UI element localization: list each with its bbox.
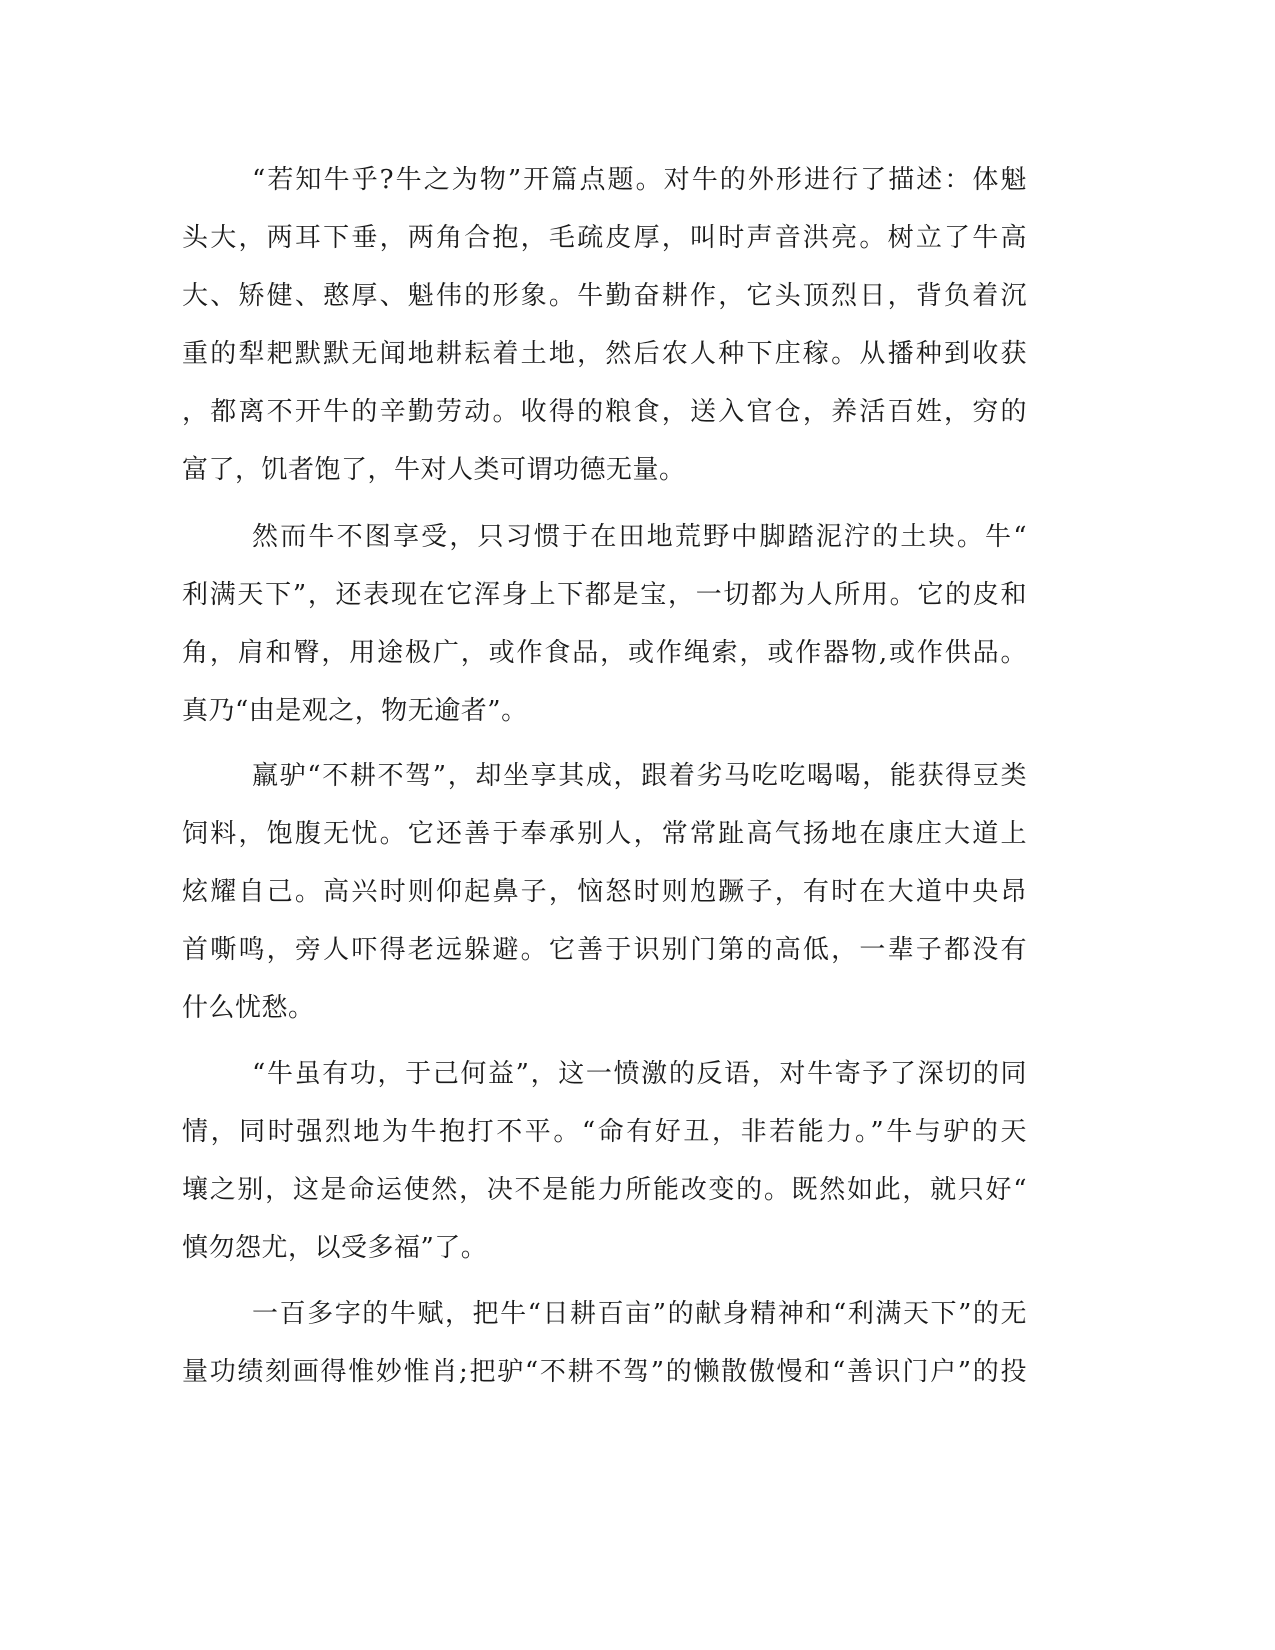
paragraph-5-line-2: 量功绩刻画得惟妙惟肖;把驴“不耕不驾”的懒散傲慢和“善识门户”的投 (182, 1357, 1027, 1387)
paragraph-4-line-3: 壤之别，这是命运使然，决不是能力所能改变的。既然如此，就只好“ (182, 1175, 1027, 1205)
paragraph-4-line-4: 慎勿怨尤，以受多福”了。 (182, 1233, 488, 1263)
paragraph-3-line-2: 饲料，饱腹无忧。它还善于奉承别人，常常趾高气扬地在康庄大道上 (182, 819, 1027, 849)
paragraph-2-line-3: 角，肩和臀，用途极广，或作食品，或作绳索，或作器物,或作供品。 (182, 638, 1027, 668)
paragraph-4-line-1: “牛虽有功，于己何益”，这一愤激的反语，对牛寄予了深切的同 (252, 1059, 1027, 1089)
paragraph-3-line-4: 首嘶鸣，旁人吓得老远躲避。它善于识别门第的高低，一辈子都没有 (182, 935, 1027, 965)
paragraph-5-line-1: 一百多字的牛赋，把牛“日耕百亩”的献身精神和“利满天下”的无 (252, 1299, 1027, 1329)
paragraph-3-line-3: 炫耀自己。高兴时则仰起鼻子，恼怒时则尥蹶子，有时在大道中央昂 (182, 877, 1027, 907)
paragraph-1-line-2: 头大，两耳下垂，两角合抱，毛疏皮厚，叫时声音洪亮。树立了牛高 (182, 223, 1027, 253)
paragraph-2-line-4: 真乃“由是观之，物无逾者”。 (182, 696, 528, 726)
paragraph-3-line-1: 羸驴“不耕不驾”，却坐享其成，跟着劣马吃吃喝喝，能获得豆类 (252, 761, 1027, 791)
paragraph-1-line-1: “若知牛乎?牛之为物”开篇点题。对牛的外形进行了描述：体魁 (252, 165, 1027, 195)
paragraph-1-line-6: 富了，饥者饱了，牛对人类可谓功德无量。 (182, 455, 686, 485)
paragraph-2-line-1: 然而牛不图享受，只习惯于在田地荒野中脚踏泥泞的土块。牛“ (252, 522, 1027, 552)
paragraph-1-line-4: 重的犁耙默默无闻地耕耘着土地，然后农人种下庄稼。从播种到收获 (182, 339, 1027, 369)
paragraph-4-line-2: 情，同时强烈地为牛抱打不平。“命有好丑，非若能力。”牛与驴的天 (182, 1117, 1027, 1147)
paragraph-2-line-2: 利满天下”，还表现在它浑身上下都是宝，一切都为人所用。它的皮和 (182, 580, 1027, 610)
paragraph-1-line-3: 大、矫健、憨厚、魁伟的形象。牛勤奋耕作，它头顶烈日，背负着沉 (182, 281, 1027, 311)
paragraph-1-line-5: ，都离不开牛的辛勤劳动。收得的粮食，送入官仓，养活百姓，穷的 (182, 397, 1027, 427)
paragraph-3-line-5: 什么忧愁。 (182, 993, 315, 1023)
